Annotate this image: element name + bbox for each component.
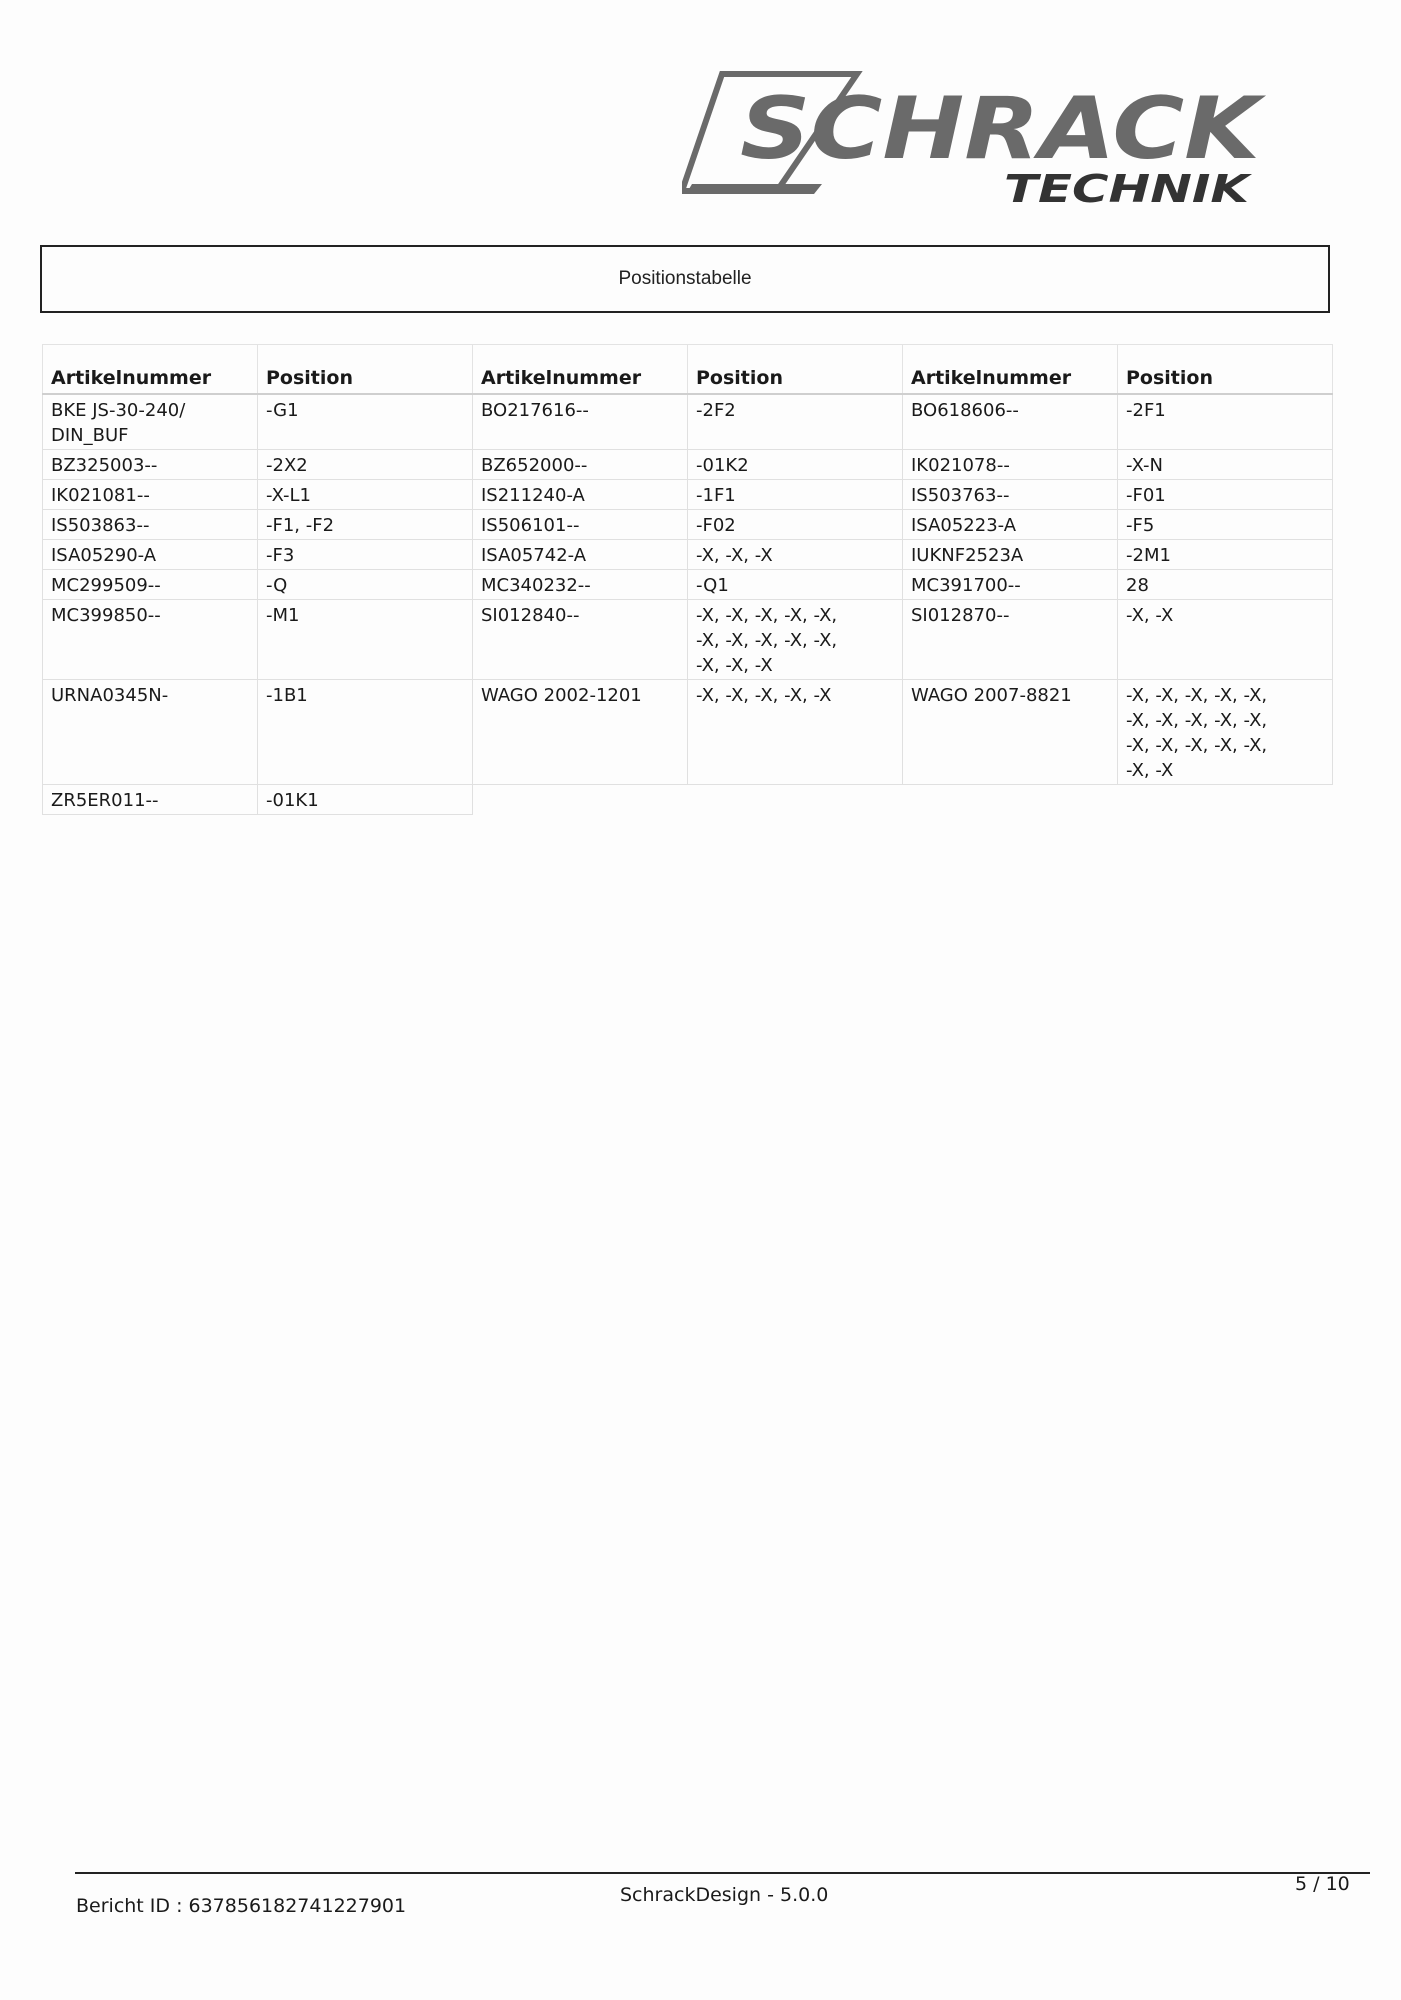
empty-cell xyxy=(473,785,688,815)
article-number-cell: BZ325003-- xyxy=(43,450,258,480)
table-row xyxy=(43,570,1333,600)
article-number-cell: ISA05290-A xyxy=(43,540,258,570)
position-cell: -X, -X, -X, -X, -X xyxy=(688,680,903,785)
article-number-cell: MC391700-- xyxy=(903,570,1118,600)
table-row xyxy=(43,394,1333,450)
header-article-number: Artikelnummer xyxy=(473,345,688,395)
article-number-cell: IS503763-- xyxy=(903,480,1118,510)
empty-cell xyxy=(903,785,1118,815)
table-row xyxy=(43,680,1333,785)
position-cell: -F5 xyxy=(1118,510,1333,540)
article-number-cell: IS211240-A xyxy=(473,480,688,510)
schrack-technik-logo xyxy=(682,66,1282,206)
position-cell: -M1 xyxy=(258,600,473,680)
position-cell: -F02 xyxy=(688,510,903,540)
article-number-cell: ZR5ER011-- xyxy=(43,785,258,815)
position-cell: -F1, -F2 xyxy=(258,510,473,540)
position-cell: -1B1 xyxy=(258,680,473,785)
header-position: Position xyxy=(1118,345,1333,395)
article-number-cell: WAGO 2002-1201 xyxy=(473,680,688,785)
article-number-cell: MC299509-- xyxy=(43,570,258,600)
position-cell: -X, -X, -X, -X, -X, -X, -X, -X, -X, -X, -X, -X, -X, -X, -X, -X, -X xyxy=(1118,680,1333,785)
article-number-cell: BO217616-- xyxy=(473,394,688,450)
header-article-number: Artikelnummer xyxy=(903,345,1118,395)
header-article-number: Artikelnummer xyxy=(43,345,258,395)
article-number-cell: ISA05742-A xyxy=(473,540,688,570)
software-version: SchrackDesign - 5.0.0 xyxy=(620,1884,829,1906)
position-cell: -2F1 xyxy=(1118,394,1333,450)
page-title: Positionstabelle xyxy=(618,268,752,289)
position-cell: -01K2 xyxy=(688,450,903,480)
table-row xyxy=(43,785,1333,815)
article-number-cell: IS503863-- xyxy=(43,510,258,540)
table-header-row xyxy=(43,345,1333,395)
table-row xyxy=(43,480,1333,510)
article-number-cell: IK021078-- xyxy=(903,450,1118,480)
position-table xyxy=(42,344,1333,815)
position-cell: -2X2 xyxy=(258,450,473,480)
article-number-cell: SI012840-- xyxy=(473,600,688,680)
article-number-cell: MC399850-- xyxy=(43,600,258,680)
article-number-cell: ISA05223-A xyxy=(903,510,1118,540)
position-cell: -01K1 xyxy=(258,785,473,815)
page-number: 5 / 10 xyxy=(1295,1873,1350,1895)
position-cell: -G1 xyxy=(258,394,473,450)
logo-main-text: SCHRACK xyxy=(740,79,1267,179)
position-cell: -X-N xyxy=(1118,450,1333,480)
position-cell: -Q xyxy=(258,570,473,600)
table-row xyxy=(43,510,1333,540)
article-number-cell: IUKNF2523A xyxy=(903,540,1118,570)
position-cell: -F01 xyxy=(1118,480,1333,510)
table-row xyxy=(43,600,1333,680)
table-row xyxy=(43,540,1333,570)
position-cell: -2M1 xyxy=(1118,540,1333,570)
article-number-cell: MC340232-- xyxy=(473,570,688,600)
position-cell: -F3 xyxy=(258,540,473,570)
report-id: Bericht ID : 637856182741227901 xyxy=(76,1895,407,1917)
article-number-cell: IK021081-- xyxy=(43,480,258,510)
position-cell: 28 xyxy=(1118,570,1333,600)
article-number-cell: WAGO 2007-8821 xyxy=(903,680,1118,785)
position-cell: -X, -X, -X, -X, -X, -X, -X, -X, -X, -X, -X, -X, -X xyxy=(688,600,903,680)
page-title-box xyxy=(40,245,1330,313)
empty-cell xyxy=(1118,785,1333,815)
empty-cell xyxy=(688,785,903,815)
footer-divider xyxy=(75,1872,1370,1874)
article-number-cell: BO618606-- xyxy=(903,394,1118,450)
position-cell: -X-L1 xyxy=(258,480,473,510)
article-number-cell: SI012870-- xyxy=(903,600,1118,680)
table-row xyxy=(43,450,1333,480)
position-cell: -Q1 xyxy=(688,570,903,600)
header-position: Position xyxy=(258,345,473,395)
article-number-cell: BZ652000-- xyxy=(473,450,688,480)
article-number-cell: BKE JS-30-240/ DIN_BUF xyxy=(43,394,258,450)
position-cell: -2F2 xyxy=(688,394,903,450)
article-number-cell: URNA0345N- xyxy=(43,680,258,785)
position-cell: -X, -X xyxy=(1118,600,1333,680)
position-cell: -1F1 xyxy=(688,480,903,510)
logo-sub-text: TECHNIK xyxy=(1004,167,1253,206)
position-cell: -X, -X, -X xyxy=(688,540,903,570)
article-number-cell: IS506101-- xyxy=(473,510,688,540)
header-position: Position xyxy=(688,345,903,395)
